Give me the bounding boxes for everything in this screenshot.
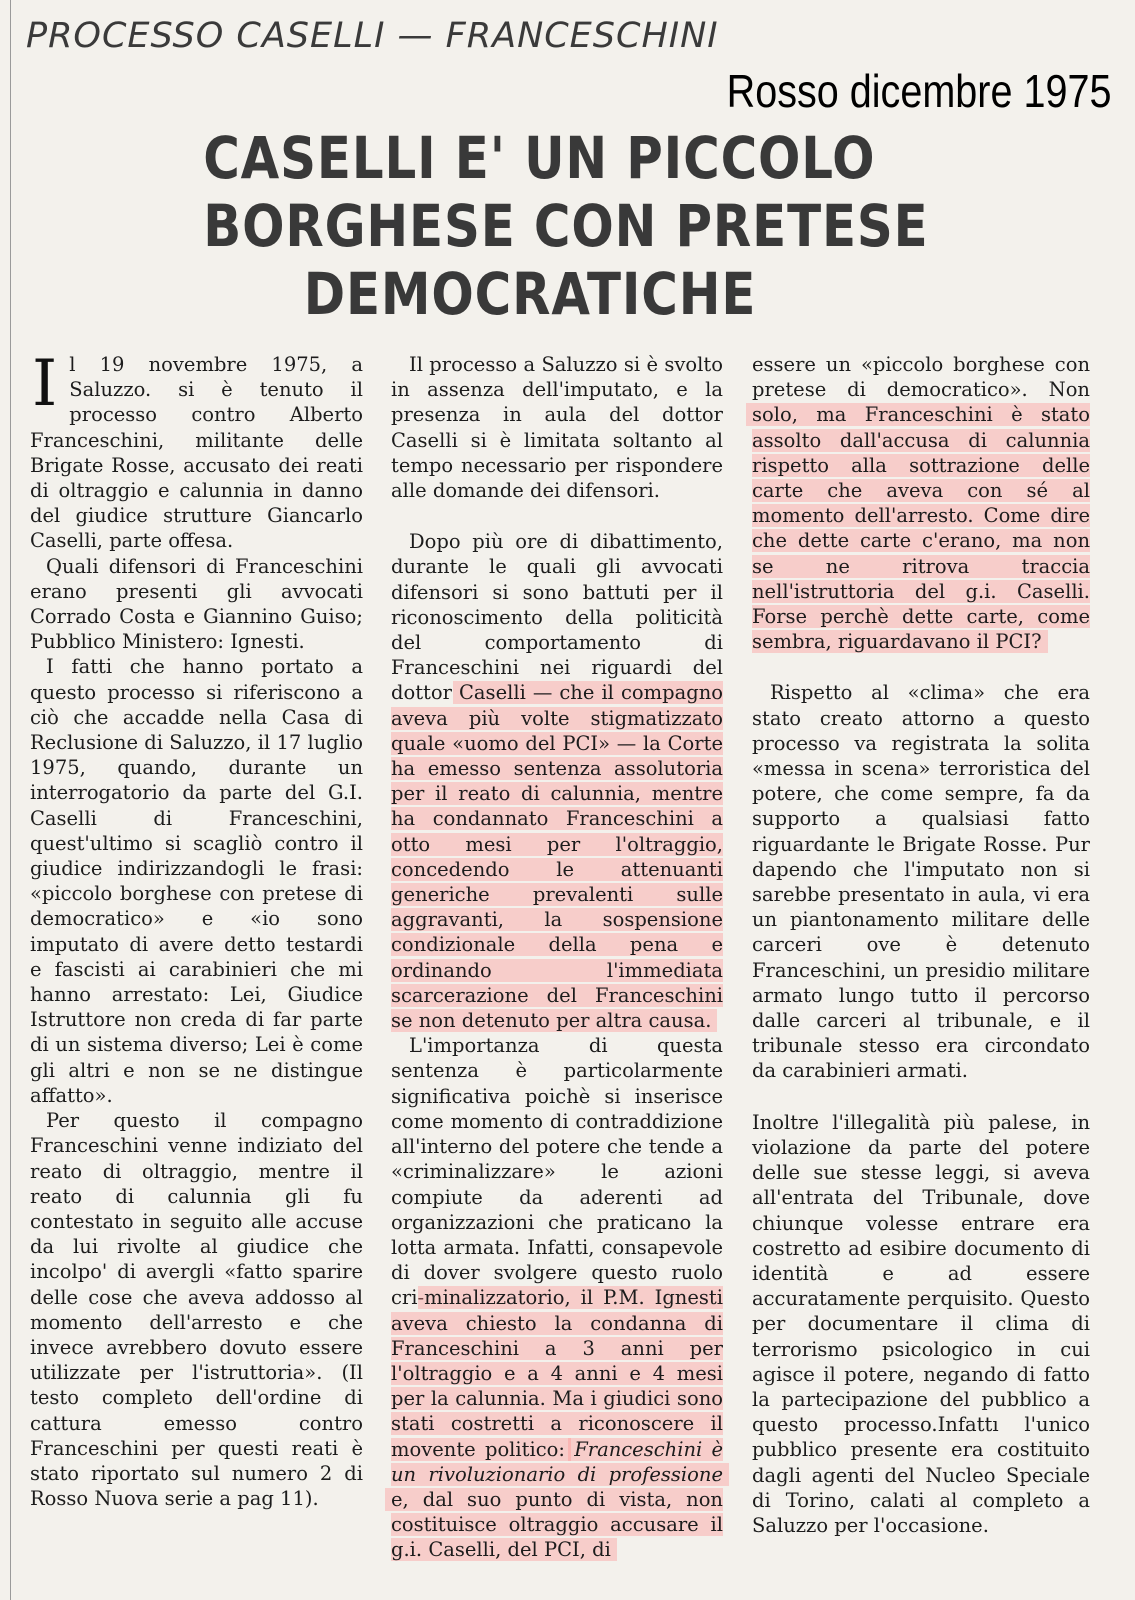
paragraph: Quali difensori di Franceschini erano presenti gli avvocati Corrado Costa e Giannino Guiso; Pubblico Ministero: Ignesti. (30, 554, 363, 654)
headline-line-3: DEMOCRATICHE (303, 260, 757, 328)
article-column-1 (30, 347, 363, 1511)
paragraph-gap (752, 1084, 1090, 1110)
paragraph: Rispetto al «clima» che era stato creato attorno a questo processo va registrata la solita «messa in scena» terroristica del potere, che come sempre, fa da supporto a qualsiasi fatto riguardante le Brigate Rosse. Pur dapendo che l'imputato non si sarebbe presentato in aula, vi era un piantonamento militare delle carceri ove è detenuto Franceschini, un presidio militare armato lungo tutto il percorso dalle carceri al tribunale, e il tribunale stesso era circondato da carabinieri armati. (752, 681, 1090, 1083)
headline-line-1: CASELLI E' UN PICCOLO (203, 124, 876, 192)
paragraph-text: Dopo più ore di dibattimento, durante le quali gli avvocati difensori si sono battuti per il riconoscimento della politicità del comportamento di Franceschini nei riguardi del dottor (391, 530, 723, 705)
paragraph: Il processo a Saluzzo si è svolto in assenza dell'imputato, e la presenza in aula del dottor Caselli si è limitata soltanto al tempo necessario per rispondere alle domande dei difensori. (391, 353, 723, 503)
highlighted-text: solo, ma Franceschini è stato assolto dall'accusa di calunnia rispetto alla sottrazione delle carte che aveva con sé al momento dell'arresto. Come dire che dette carte c'erano, ma non se ne ritrova traccia nell'istruttoria del g.i. Caselli. Forse perchè dette carte, come sembra, riguardavano il PCI? (746, 403, 1090, 653)
paragraph-text: l 19 novembre 1975, a Saluzzo. si è tenuto il processo contro Alberto Franceschini, militante delle Brigate Rosse, accusato dei reati di oltraggio e calunnia in danno del giudice strutture Giancarlo Caselli, parte offesa. (30, 353, 363, 553)
paragraph-gap (391, 503, 723, 529)
section-kicker: PROCESSO CASELLI — FRANCESCHINI (26, 16, 719, 56)
paragraph-text: L'importanza di questa sentenza è particolarmente significativa poichè si inserisce come momento di contraddizione all'interno del potere che tende a «criminalizzare» le azioni compiute da aderenti ad organizzazioni che praticano la lotta armata. Infatti, consapevole di dover svolgere questo ruolo cri- (391, 1034, 723, 1310)
article-column-2 (391, 352, 723, 1563)
highlighted-italic-text: Franceschini è un rivoluzionario di professione (391, 1438, 729, 1486)
paragraph (30, 347, 363, 554)
article-column-3 (752, 352, 1090, 1538)
page-edge-line (10, 0, 11, 1600)
paragraph-text: essere un «piccolo borghese con pretese di democratico». Non (752, 353, 1090, 402)
paragraph (391, 529, 723, 1033)
highlighted-text: e, dal suo punto di vista, non costituisce oltraggio accusare il g.i. Caselli, del PCI, di (385, 1488, 723, 1561)
highlighted-text: Caselli — che il compagno aveva più volte stigmatizzato quale «uomo del PCI» — la Corte ha emesso sentenza assolutoria per il reato di calunnia, mentre ha condannato Franceschini a otto mesi per l'oltraggio, concedendo le attenuanti generiche prevalenti sulle aggravanti, la sospensione condizionale della pena e ordinando l'immediata scarcerazione del Franceschini se non detenuto per altra causa. (391, 681, 723, 1033)
headline-line-2: BORGHESE CON PRETESE (203, 192, 929, 260)
paragraph (752, 352, 1090, 654)
paragraph (391, 1033, 723, 1562)
paragraph: I fatti che hanno portato a questo processo si riferiscono a ciò che accadde nella Casa di Reclusione di Saluzzo, il 17 luglio 1975, quando, durante un interrogatorio da parte del G.I. Caselli di Franceschini, quest'ultimo si scagliò contro il giudice indirizzandogli le frasi: «piccolo borghese con pretese di democratico» e «io sono imputato di avere detto testardi e fascisti ai carabinieri che mi hanno arrestato: Lei, Giudice Istruttore non creda di far parte di un sistema diverso; Lei è come gli altri e non se ne distingue affatto». (30, 655, 363, 1107)
drop-cap: I (32, 347, 58, 421)
paragraph: Per questo il compagno Franceschini venne indiziato del reato di oltraggio, mentre il reato di calunnia gli fu contestato in seguito alle accuse da lui rivolte al giudice che incolpo' di avergli «fatto sparire delle cose che aveva addosso al momento dell'arresto e che invece avrebbero dovuto essere utilizzate per l'istruttoria». (Il testo completo dell'ordine di cattura emesso contro Franceschini per questi reati è stato riportato sul numero 2 di Rosso Nuova serie a pag 11). (30, 1109, 363, 1511)
paragraph: Inoltre l'illegalità più palese, in violazione da parte del potere delle sue stesse leggi, si aveva all'entrata del Tribunale, dove chiunque volesse entrare era costretto ad esibire documento di identità e ad essere accuratamente perquisito. Questo per documentare il clima di terrorismo psicologico in cui agisce il potere, negando di fatto la partecipazione del pubblico a questo processo.Infattı l'unico pubblico presente era costituito dagli agenti del Nucleo Speciale di Torino, calati al completo a Saluzzo per l'occasione. (752, 1110, 1090, 1537)
highlighted-text: minalizzatorio, il P.M. Ignesti aveva chiesto la condanna di Franceschini a 3 anni per l'oltraggio e a 4 anni e 4 mesi per la calunnia. Ma i giudici sono stati costretti a riconoscere il movente politico: (391, 1286, 723, 1461)
headline (150, 124, 929, 328)
paragraph-gap (752, 654, 1090, 680)
source-label: Rosso dicembre 1975 (726, 65, 1111, 117)
